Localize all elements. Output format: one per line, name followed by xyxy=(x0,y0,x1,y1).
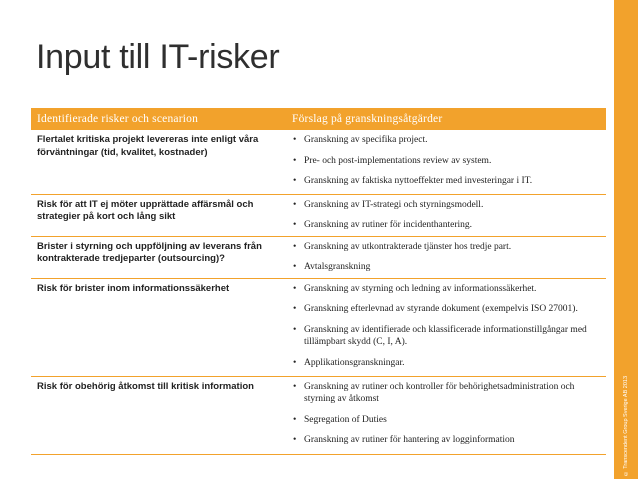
page-title: Input till IT-risker xyxy=(36,38,280,76)
table-row xyxy=(31,376,606,454)
header-actions: Förslag på granskningsåtgärder xyxy=(286,108,606,130)
copyright-note: © Transcendent Group Sverige AB 2013 xyxy=(623,375,629,476)
table-row xyxy=(31,194,606,236)
action-item: • Segregation of Duties xyxy=(304,414,600,427)
table-row xyxy=(31,130,606,194)
risk-cell: Risk för obehörig åtkomst till kritisk information xyxy=(31,376,286,454)
action-item: • Granskning av IT-strategi och styrningsmodell. xyxy=(304,199,600,212)
actions-cell xyxy=(286,130,606,194)
risk-cell: Flertalet kritiska projekt levereras inte enligt våra förväntningar (tid, kvalitet, kostnader) xyxy=(31,130,286,194)
header-risks: Identifierade risker och scenarion xyxy=(31,108,286,130)
actions-cell xyxy=(286,194,606,236)
action-item: • Pre- och post-implementations review av system. xyxy=(304,155,600,168)
action-item: • Granskning av rutiner för hantering av logginformation xyxy=(304,434,600,447)
action-item: • Granskning av identifierade och klassificerade informationstillgångar med tillämpbart skydd (C, I, A). xyxy=(304,324,600,349)
action-item: • Granskning av rutiner och kontroller för behörighetsadministration och styrning av åtkomst xyxy=(304,381,600,406)
action-item: • Granskning av faktiska nyttoeffekter med investeringar i IT. xyxy=(304,175,600,188)
risk-cell: Brister i styrning och uppföljning av leverans från kontrakterade tredjeparter (outsourcing)? xyxy=(31,236,286,278)
risk-cell: Risk för brister inom informationssäkerhet xyxy=(31,278,286,376)
action-item: • Avtalsgranskning xyxy=(304,261,600,274)
action-item: • Granskning av utkontrakterade tjänster hos tredje part. xyxy=(304,241,600,254)
action-item: • Applikationsgranskningar. xyxy=(304,357,600,370)
table-row xyxy=(31,278,606,376)
action-item: • Granskning av rutiner för incidenthantering. xyxy=(304,219,600,232)
actions-cell xyxy=(286,278,606,376)
action-item: • Granskning av styrning och ledning av informationssäkerhet. xyxy=(304,283,600,296)
action-item: • Granskning av specifika project. xyxy=(304,134,600,147)
risk-cell: Risk för att IT ej möter upprättade affärsmål och strategier på kort och lång sikt xyxy=(31,194,286,236)
actions-cell xyxy=(286,236,606,278)
risk-table xyxy=(31,108,606,455)
table-row xyxy=(31,236,606,278)
actions-cell xyxy=(286,376,606,454)
action-item: • Granskning efterlevnad av styrande dokument (exempelvis ISO 27001). xyxy=(304,303,600,316)
table-header-row xyxy=(31,108,606,130)
